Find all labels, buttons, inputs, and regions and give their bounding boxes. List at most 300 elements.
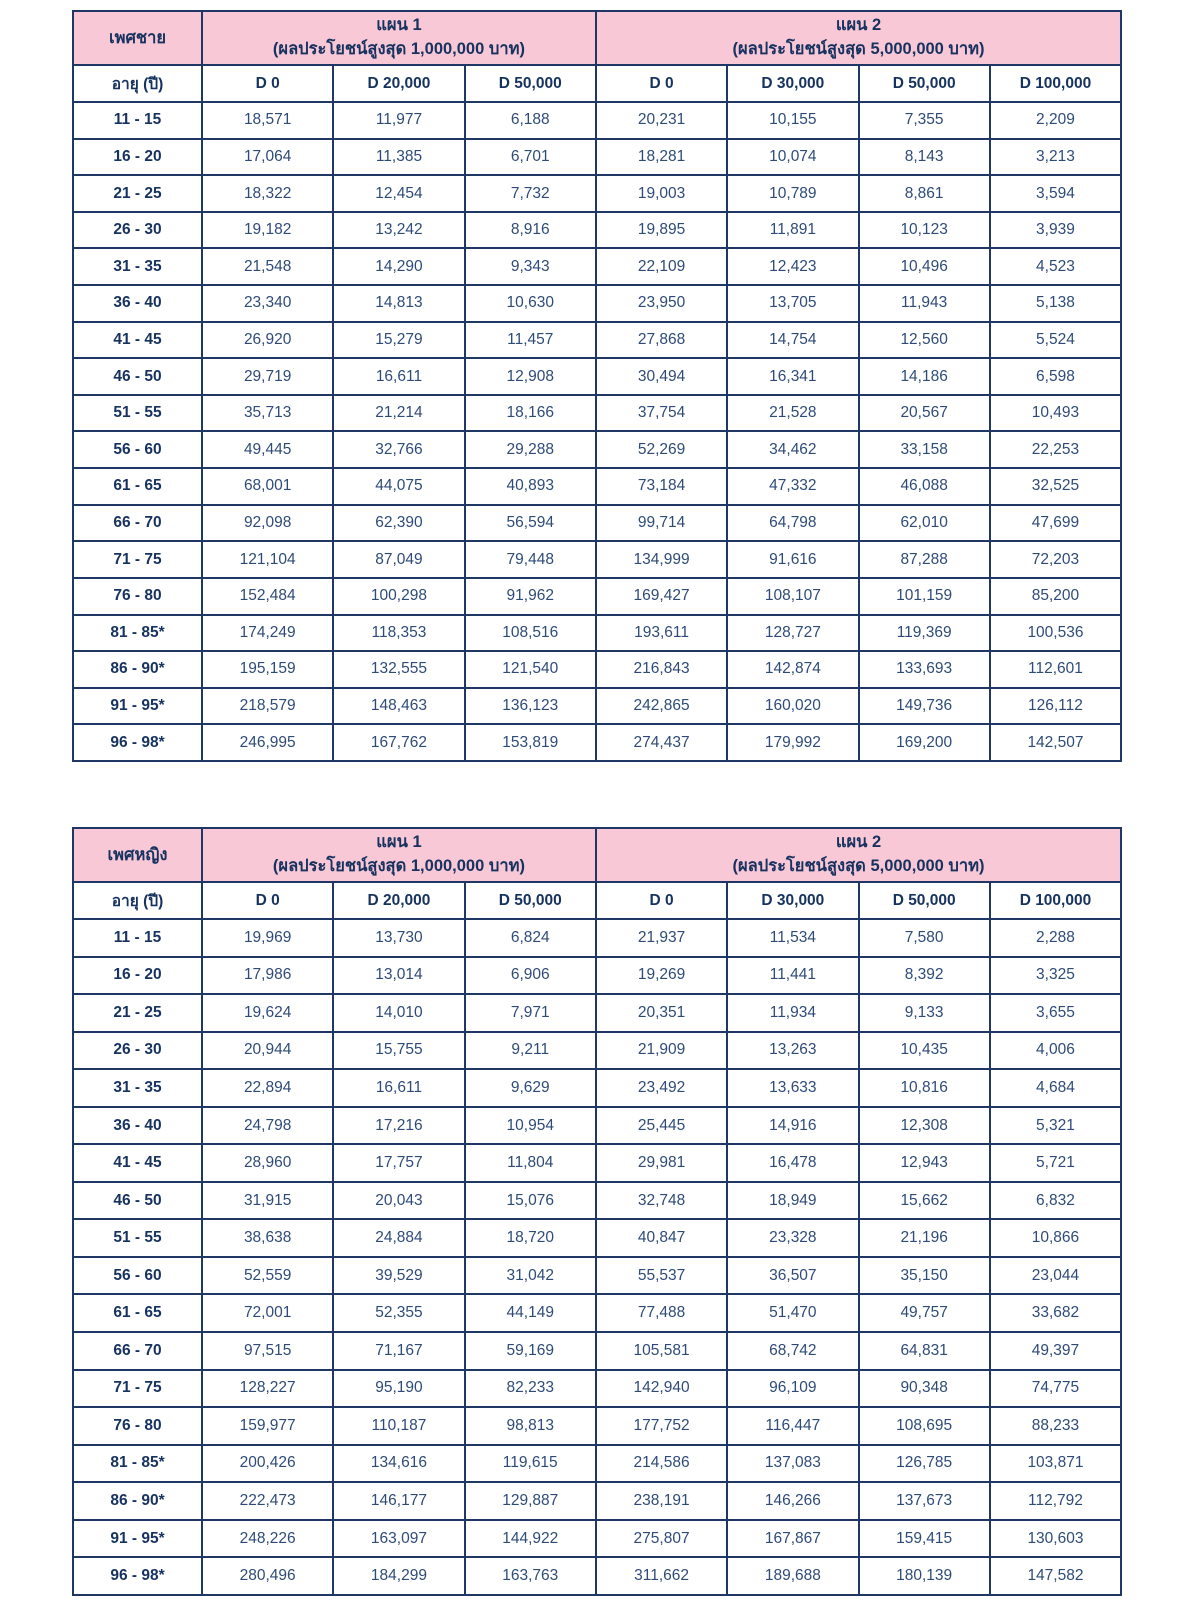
premium-value-cell: 7,355 [859, 102, 990, 139]
plan1-header-cell [202, 11, 596, 65]
premium-value-cell: 9,133 [859, 994, 990, 1032]
premium-value-cell: 24,798 [202, 1107, 333, 1145]
premium-value-cell: 21,909 [596, 1032, 727, 1070]
table-row [73, 431, 1121, 468]
premium-value-cell: 23,340 [202, 285, 333, 322]
premium-value-cell: 12,943 [859, 1144, 990, 1182]
premium-value-cell: 214,586 [596, 1445, 727, 1483]
premium-value-cell: 35,713 [202, 395, 333, 432]
table-row [73, 1557, 1121, 1595]
premium-value-cell: 195,159 [202, 651, 333, 688]
premium-value-cell: 163,097 [333, 1520, 464, 1558]
table-row [73, 175, 1121, 212]
premium-value-cell: 87,049 [333, 541, 464, 578]
premium-value-cell: 95,190 [333, 1370, 464, 1408]
premium-value-cell: 9,343 [465, 248, 596, 285]
premium-value-cell: 26,920 [202, 322, 333, 359]
premium-value-cell: 10,789 [727, 175, 858, 212]
table-row [73, 139, 1121, 176]
age-range-cell: 91 - 95* [73, 1520, 202, 1558]
premium-value-cell: 21,937 [596, 919, 727, 957]
column-header-row [73, 882, 1121, 919]
table-row [73, 1219, 1121, 1257]
premium-value-cell: 87,288 [859, 541, 990, 578]
deductible-header-cell: D 100,000 [990, 882, 1121, 919]
premium-value-cell: 6,832 [990, 1182, 1121, 1220]
premium-value-cell: 169,200 [859, 724, 990, 761]
premium-value-cell: 12,308 [859, 1107, 990, 1145]
premium-value-cell: 137,673 [859, 1482, 990, 1520]
premium-value-cell: 136,123 [465, 688, 596, 725]
premium-value-cell: 144,922 [465, 1520, 596, 1558]
premium-value-cell: 11,977 [333, 102, 464, 139]
premium-value-cell: 2,288 [990, 919, 1121, 957]
age-range-cell: 81 - 85* [73, 615, 202, 652]
premium-value-cell: 222,473 [202, 1482, 333, 1520]
premium-value-cell: 118,353 [333, 615, 464, 652]
age-header-cell: อายุ (ปี) [73, 882, 202, 919]
plan2-title: แผน 2 [835, 833, 882, 852]
age-range-cell: 41 - 45 [73, 1144, 202, 1182]
premium-value-cell: 96,109 [727, 1370, 858, 1408]
premium-value-cell: 10,496 [859, 248, 990, 285]
table-row [73, 1182, 1121, 1220]
premium-value-cell: 142,507 [990, 724, 1121, 761]
premium-value-cell: 47,699 [990, 505, 1121, 542]
premium-value-cell: 132,555 [333, 651, 464, 688]
premium-value-cell: 13,633 [727, 1069, 858, 1107]
premium-value-cell: 100,536 [990, 615, 1121, 652]
premium-value-cell: 311,662 [596, 1557, 727, 1595]
premium-value-cell: 126,112 [990, 688, 1121, 725]
premium-value-cell: 121,540 [465, 651, 596, 688]
premium-value-cell: 23,044 [990, 1257, 1121, 1295]
premium-value-cell: 20,231 [596, 102, 727, 139]
premium-value-cell: 5,524 [990, 322, 1121, 359]
premium-value-cell: 23,328 [727, 1219, 858, 1257]
age-range-cell: 76 - 80 [73, 1407, 202, 1445]
premium-value-cell: 52,559 [202, 1257, 333, 1295]
table-row [73, 102, 1121, 139]
premium-value-cell: 6,188 [465, 102, 596, 139]
premium-value-cell: 29,981 [596, 1144, 727, 1182]
age-range-cell: 61 - 65 [73, 1294, 202, 1332]
premium-value-cell: 167,867 [727, 1520, 858, 1558]
deductible-header-cell: D 0 [202, 882, 333, 919]
premium-value-cell: 27,868 [596, 322, 727, 359]
premium-value-cell: 126,785 [859, 1445, 990, 1483]
premium-value-cell: 14,186 [859, 358, 990, 395]
premium-value-cell: 128,727 [727, 615, 858, 652]
premium-value-cell: 129,887 [465, 1482, 596, 1520]
premium-value-cell: 99,714 [596, 505, 727, 542]
premium-value-cell: 32,525 [990, 468, 1121, 505]
premium-value-cell: 8,861 [859, 175, 990, 212]
premium-value-cell: 105,581 [596, 1332, 727, 1370]
premium-value-cell: 10,155 [727, 102, 858, 139]
age-range-cell: 26 - 30 [73, 212, 202, 249]
premium-value-cell: 44,149 [465, 1294, 596, 1332]
table-row [73, 505, 1121, 542]
premium-value-cell: 55,537 [596, 1257, 727, 1295]
premium-value-cell: 29,288 [465, 431, 596, 468]
premium-value-cell: 3,594 [990, 175, 1121, 212]
premium-value-cell: 119,615 [465, 1445, 596, 1483]
deductible-header-cell: D 0 [596, 882, 727, 919]
premium-value-cell: 179,992 [727, 724, 858, 761]
table-row [73, 1482, 1121, 1520]
premium-value-cell: 12,560 [859, 322, 990, 359]
premium-value-cell: 12,908 [465, 358, 596, 395]
table-row [73, 1069, 1121, 1107]
premium-value-cell: 21,528 [727, 395, 858, 432]
premium-value-cell: 73,184 [596, 468, 727, 505]
plan2-header-cell [596, 11, 1121, 65]
premium-value-cell: 108,516 [465, 615, 596, 652]
age-range-cell: 31 - 35 [73, 1069, 202, 1107]
premium-value-cell: 14,754 [727, 322, 858, 359]
age-range-cell: 86 - 90* [73, 1482, 202, 1520]
premium-value-cell: 146,177 [333, 1482, 464, 1520]
premium-value-cell: 121,104 [202, 541, 333, 578]
gender-cell: เพศหญิง [73, 828, 202, 882]
premium-value-cell: 40,893 [465, 468, 596, 505]
age-range-cell: 41 - 45 [73, 322, 202, 359]
premium-value-cell: 8,916 [465, 212, 596, 249]
age-range-cell: 26 - 30 [73, 1032, 202, 1070]
table-row [73, 541, 1121, 578]
premium-value-cell: 112,792 [990, 1482, 1121, 1520]
plan-header-row [73, 828, 1121, 882]
premium-value-cell: 8,392 [859, 957, 990, 995]
column-header-row [73, 65, 1121, 102]
plan1-subtitle: (ผลประโยชน์สูงสุด 1,000,000 บาท) [272, 40, 525, 58]
premium-value-cell: 147,582 [990, 1557, 1121, 1595]
premium-value-cell: 31,915 [202, 1182, 333, 1220]
table-row [73, 578, 1121, 615]
premium-value-cell: 10,435 [859, 1032, 990, 1070]
female-premium-table [72, 827, 1122, 1596]
premium-value-cell: 5,721 [990, 1144, 1121, 1182]
premium-value-cell: 20,944 [202, 1032, 333, 1070]
premium-value-cell: 128,227 [202, 1370, 333, 1408]
premium-value-cell: 22,253 [990, 431, 1121, 468]
premium-value-cell: 159,977 [202, 1407, 333, 1445]
age-range-cell: 21 - 25 [73, 175, 202, 212]
premium-value-cell: 18,720 [465, 1219, 596, 1257]
premium-value-cell: 142,940 [596, 1370, 727, 1408]
age-header-cell: อายุ (ปี) [73, 65, 202, 102]
deductible-header-cell: D 0 [202, 65, 333, 102]
premium-value-cell: 11,441 [727, 957, 858, 995]
deductible-header-cell: D 100,000 [990, 65, 1121, 102]
premium-value-cell: 242,865 [596, 688, 727, 725]
premium-value-cell: 49,397 [990, 1332, 1121, 1370]
table-row [73, 724, 1121, 761]
premium-value-cell: 130,603 [990, 1520, 1121, 1558]
premium-value-cell: 13,242 [333, 212, 464, 249]
premium-value-cell: 4,006 [990, 1032, 1121, 1070]
premium-value-cell: 17,064 [202, 139, 333, 176]
premium-value-cell: 33,682 [990, 1294, 1121, 1332]
age-range-cell: 11 - 15 [73, 102, 202, 139]
premium-value-cell: 36,507 [727, 1257, 858, 1295]
plan1-title: แผน 1 [376, 16, 422, 35]
premium-value-cell: 116,447 [727, 1407, 858, 1445]
premium-value-cell: 5,138 [990, 285, 1121, 322]
premium-value-cell: 184,299 [333, 1557, 464, 1595]
premium-value-cell: 91,616 [727, 541, 858, 578]
premium-value-cell: 56,594 [465, 505, 596, 542]
table-row [73, 688, 1121, 725]
premium-value-cell: 46,088 [859, 468, 990, 505]
premium-value-cell: 148,463 [333, 688, 464, 725]
premium-value-cell: 4,523 [990, 248, 1121, 285]
plan2-subtitle: (ผลประโยชน์สูงสุด 5,000,000 บาท) [732, 40, 985, 58]
premium-value-cell: 14,916 [727, 1107, 858, 1145]
premium-value-cell: 19,003 [596, 175, 727, 212]
table-row [73, 919, 1121, 957]
premium-value-cell: 18,322 [202, 175, 333, 212]
premium-value-cell: 31,042 [465, 1257, 596, 1295]
premium-value-cell: 275,807 [596, 1520, 727, 1558]
premium-value-cell: 274,437 [596, 724, 727, 761]
deductible-header-cell: D 50,000 [859, 882, 990, 919]
age-range-cell: 11 - 15 [73, 919, 202, 957]
premium-value-cell: 14,290 [333, 248, 464, 285]
premium-value-cell: 20,043 [333, 1182, 464, 1220]
premium-value-cell: 11,943 [859, 285, 990, 322]
premium-value-cell: 238,191 [596, 1482, 727, 1520]
age-range-cell: 36 - 40 [73, 1107, 202, 1145]
premium-value-cell: 51,470 [727, 1294, 858, 1332]
table-row [73, 358, 1121, 395]
premium-value-cell: 177,752 [596, 1407, 727, 1445]
premium-value-cell: 142,874 [727, 651, 858, 688]
premium-value-cell: 52,269 [596, 431, 727, 468]
premium-value-cell: 23,492 [596, 1069, 727, 1107]
premium-value-cell: 72,001 [202, 1294, 333, 1332]
premium-value-cell: 108,107 [727, 578, 858, 615]
premium-value-cell: 14,010 [333, 994, 464, 1032]
plan2-subtitle: (ผลประโยชน์สูงสุด 5,000,000 บาท) [732, 857, 985, 875]
premium-value-cell: 153,819 [465, 724, 596, 761]
premium-value-cell: 6,824 [465, 919, 596, 957]
premium-value-cell: 119,369 [859, 615, 990, 652]
premium-value-cell: 62,010 [859, 505, 990, 542]
age-range-cell: 71 - 75 [73, 541, 202, 578]
premium-value-cell: 19,969 [202, 919, 333, 957]
premium-value-cell: 16,478 [727, 1144, 858, 1182]
premium-value-cell: 82,233 [465, 1370, 596, 1408]
premium-value-cell: 39,529 [333, 1257, 464, 1295]
premium-value-cell: 10,074 [727, 139, 858, 176]
premium-value-cell: 16,611 [333, 1069, 464, 1107]
premium-value-cell: 47,332 [727, 468, 858, 505]
premium-value-cell: 49,445 [202, 431, 333, 468]
premium-value-cell: 7,971 [465, 994, 596, 1032]
premium-value-cell: 52,355 [333, 1294, 464, 1332]
premium-value-cell: 19,624 [202, 994, 333, 1032]
premium-value-cell: 193,611 [596, 615, 727, 652]
table-row [73, 1370, 1121, 1408]
premium-value-cell: 12,454 [333, 175, 464, 212]
premium-value-cell: 19,182 [202, 212, 333, 249]
premium-value-cell: 15,279 [333, 322, 464, 359]
age-range-cell: 86 - 90* [73, 651, 202, 688]
premium-value-cell: 68,001 [202, 468, 333, 505]
premium-value-cell: 246,995 [202, 724, 333, 761]
premium-value-cell: 17,757 [333, 1144, 464, 1182]
premium-value-cell: 32,766 [333, 431, 464, 468]
premium-value-cell: 90,348 [859, 1370, 990, 1408]
age-range-cell: 51 - 55 [73, 1219, 202, 1257]
age-range-cell: 51 - 55 [73, 395, 202, 432]
table-row [73, 1407, 1121, 1445]
plan2-title: แผน 2 [835, 16, 882, 35]
premium-value-cell: 11,534 [727, 919, 858, 957]
gender-cell: เพศชาย [73, 11, 202, 65]
deductible-header-cell: D 30,000 [727, 882, 858, 919]
premium-value-cell: 11,934 [727, 994, 858, 1032]
premium-value-cell: 146,266 [727, 1482, 858, 1520]
table-row [73, 1144, 1121, 1182]
premium-value-cell: 189,688 [727, 1557, 858, 1595]
premium-value-cell: 88,233 [990, 1407, 1121, 1445]
premium-value-cell: 10,816 [859, 1069, 990, 1107]
age-range-cell: 46 - 50 [73, 358, 202, 395]
premium-value-cell: 30,494 [596, 358, 727, 395]
premium-value-cell: 19,269 [596, 957, 727, 995]
premium-value-cell: 16,611 [333, 358, 464, 395]
age-range-cell: 46 - 50 [73, 1182, 202, 1220]
deductible-header-cell: D 20,000 [333, 882, 464, 919]
table-row [73, 651, 1121, 688]
premium-value-cell: 10,493 [990, 395, 1121, 432]
age-range-cell: 76 - 80 [73, 578, 202, 615]
premium-value-cell: 112,601 [990, 651, 1121, 688]
table-row [73, 1294, 1121, 1332]
premium-value-cell: 134,999 [596, 541, 727, 578]
deductible-header-cell: D 50,000 [859, 65, 990, 102]
age-range-cell: 36 - 40 [73, 285, 202, 322]
premium-value-cell: 11,891 [727, 212, 858, 249]
premium-value-cell: 32,748 [596, 1182, 727, 1220]
premium-value-cell: 17,216 [333, 1107, 464, 1145]
premium-value-cell: 3,213 [990, 139, 1121, 176]
premium-value-cell: 6,701 [465, 139, 596, 176]
premium-value-cell: 149,736 [859, 688, 990, 725]
premium-value-cell: 163,763 [465, 1557, 596, 1595]
premium-value-cell: 152,484 [202, 578, 333, 615]
premium-value-cell: 8,143 [859, 139, 990, 176]
premium-value-cell: 18,571 [202, 102, 333, 139]
age-range-cell: 16 - 20 [73, 139, 202, 176]
age-range-cell: 66 - 70 [73, 1332, 202, 1370]
table-row [73, 285, 1121, 322]
table-row [73, 1257, 1121, 1295]
premium-value-cell: 98,813 [465, 1407, 596, 1445]
plan1-subtitle: (ผลประโยชน์สูงสุด 1,000,000 บาท) [272, 857, 525, 875]
table-row [73, 322, 1121, 359]
table-row [73, 395, 1121, 432]
premium-value-cell: 91,962 [465, 578, 596, 615]
table-row [73, 1332, 1121, 1370]
premium-value-cell: 21,196 [859, 1219, 990, 1257]
premium-value-cell: 20,351 [596, 994, 727, 1032]
premium-value-cell: 49,757 [859, 1294, 990, 1332]
premium-value-cell: 13,014 [333, 957, 464, 995]
premium-value-cell: 38,638 [202, 1219, 333, 1257]
age-range-cell: 91 - 95* [73, 688, 202, 725]
premium-value-cell: 15,076 [465, 1182, 596, 1220]
premium-value-cell: 3,325 [990, 957, 1121, 995]
premium-value-cell: 18,281 [596, 139, 727, 176]
table-row [73, 1107, 1121, 1145]
premium-value-cell: 11,457 [465, 322, 596, 359]
premium-value-cell: 2,209 [990, 102, 1121, 139]
premium-value-cell: 167,762 [333, 724, 464, 761]
premium-value-cell: 280,496 [202, 1557, 333, 1595]
table-row [73, 1445, 1121, 1483]
premium-value-cell: 10,954 [465, 1107, 596, 1145]
premium-value-cell: 13,263 [727, 1032, 858, 1070]
premium-value-cell: 216,843 [596, 651, 727, 688]
premium-value-cell: 200,426 [202, 1445, 333, 1483]
plan2-header-cell [596, 828, 1121, 882]
plan1-title: แผน 1 [376, 833, 422, 852]
premium-value-cell: 23,950 [596, 285, 727, 322]
premium-value-cell: 59,169 [465, 1332, 596, 1370]
premium-value-cell: 174,249 [202, 615, 333, 652]
premium-value-cell: 3,939 [990, 212, 1121, 249]
premium-value-cell: 71,167 [333, 1332, 464, 1370]
deductible-header-cell: D 30,000 [727, 65, 858, 102]
premium-value-cell: 10,123 [859, 212, 990, 249]
premium-value-cell: 21,214 [333, 395, 464, 432]
premium-value-cell: 18,166 [465, 395, 596, 432]
premium-value-cell: 160,020 [727, 688, 858, 725]
premium-value-cell: 22,894 [202, 1069, 333, 1107]
premium-value-cell: 72,203 [990, 541, 1121, 578]
premium-value-cell: 10,630 [465, 285, 596, 322]
premium-value-cell: 14,813 [333, 285, 464, 322]
age-range-cell: 96 - 98* [73, 724, 202, 761]
premium-value-cell: 218,579 [202, 688, 333, 725]
premium-value-cell: 74,775 [990, 1370, 1121, 1408]
premium-value-cell: 97,515 [202, 1332, 333, 1370]
age-range-cell: 56 - 60 [73, 1257, 202, 1295]
premium-value-cell: 19,895 [596, 212, 727, 249]
table-row [73, 1520, 1121, 1558]
premium-value-cell: 24,884 [333, 1219, 464, 1257]
premium-value-cell: 10,866 [990, 1219, 1121, 1257]
deductible-header-cell: D 0 [596, 65, 727, 102]
premium-value-cell: 18,949 [727, 1182, 858, 1220]
premium-value-cell: 248,226 [202, 1520, 333, 1558]
premium-value-cell: 77,488 [596, 1294, 727, 1332]
premium-value-cell: 34,462 [727, 431, 858, 468]
premium-value-cell: 169,427 [596, 578, 727, 615]
premium-value-cell: 16,341 [727, 358, 858, 395]
premium-value-cell: 101,159 [859, 578, 990, 615]
premium-value-cell: 134,616 [333, 1445, 464, 1483]
premium-value-cell: 103,871 [990, 1445, 1121, 1483]
premium-value-cell: 64,831 [859, 1332, 990, 1370]
age-range-cell: 21 - 25 [73, 994, 202, 1032]
premium-value-cell: 9,211 [465, 1032, 596, 1070]
premium-value-cell: 62,390 [333, 505, 464, 542]
